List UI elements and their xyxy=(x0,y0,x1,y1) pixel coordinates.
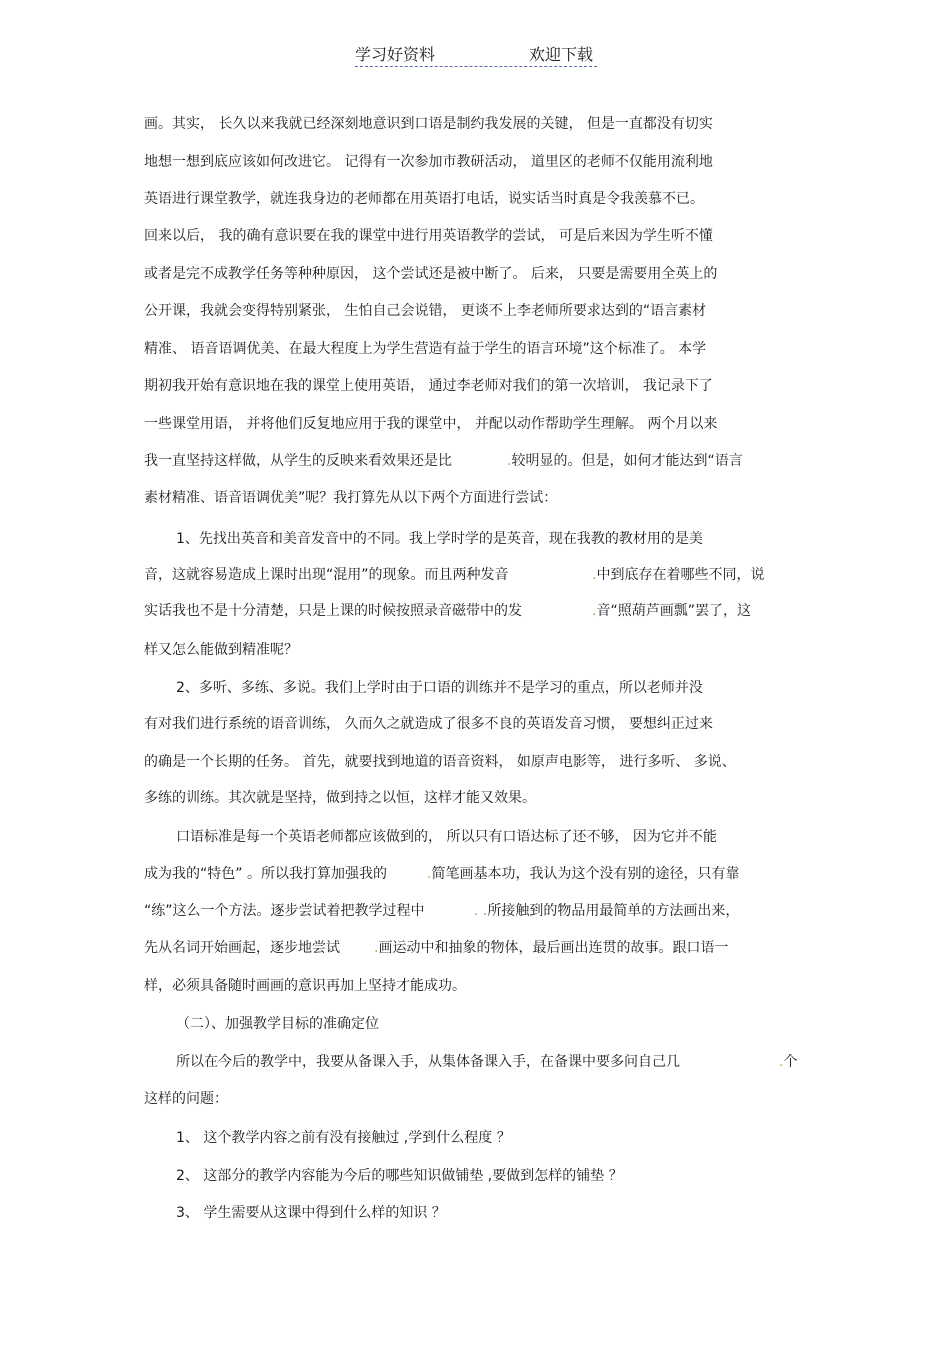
text-line xyxy=(144,114,713,134)
text-line-continuation xyxy=(592,601,751,621)
line-text: 样，必须具备随时画画的意识再加上坚持才能成功。 xyxy=(144,978,466,994)
text-line xyxy=(144,414,717,434)
line-text: 回来以后， 我的确有意识要在我的课堂中进行用英语教学的尝试， 可是后来因为学生听不懂 xyxy=(144,228,713,244)
line-text: 1、 这个教学内容之前有没有接触过 ,学到什么程度 ？ xyxy=(176,1130,511,1146)
text-line xyxy=(144,488,557,508)
line-text: 的确是一个长期的任务。 首先，就要找到地道的语音资料， 如原声电影等， 进行多听、 多说、 xyxy=(144,754,736,770)
line-text: 音“照葫芦画瓢”罢了，这 xyxy=(596,603,751,619)
line-text: 1、先找出英音和美音发音中的不同。我上学时学的是英音，现在我教的教材用的是美 xyxy=(176,531,703,547)
text-line xyxy=(144,976,466,996)
line-text: 公开课，我就会变得特别紧张， 生怕自己会说错， 更谈不上李老师所要求达到的“语言素材 xyxy=(144,303,707,319)
line-text: 口语标准是每一个英语老师都应该做到的， 所以只有口语达标了还不够， 因为它并不能 xyxy=(176,829,717,845)
text-line xyxy=(144,339,706,359)
stray-mark: . xyxy=(592,567,597,583)
line-text: 较明显的。但是，如何才能达到“语言 xyxy=(511,453,743,469)
text-line-continuation xyxy=(507,451,743,471)
line-text: 素材精准、语音语调优美”呢？我打算先从以下两个方面进行尝试： xyxy=(144,490,558,506)
text-line xyxy=(144,752,736,772)
text-line xyxy=(144,901,425,921)
line-text: 2、 这部分的教学内容能为今后的哪些知识做铺垫 ,要做到怎样的铺垫 ？ xyxy=(176,1168,623,1184)
line-text: 画。其实， 长久以来我就已经深刻地意识到口语是制约我发展的关键， 但是一直都没有切实 xyxy=(144,116,713,132)
text-line xyxy=(144,788,536,808)
text-line xyxy=(144,864,387,884)
text-line xyxy=(144,264,717,284)
stray-mark: . . xyxy=(474,903,488,919)
stray-mark: . xyxy=(592,603,597,619)
text-line xyxy=(176,1166,623,1186)
header-right-text: 欢迎下载 xyxy=(528,45,593,64)
text-line xyxy=(176,827,717,847)
page-header xyxy=(355,42,597,67)
line-text: 2、多听、多练、多说。我们上学时由于口语的训练并不是学习的重点，所以老师并没 xyxy=(176,680,703,696)
line-text: 个 xyxy=(783,1054,798,1070)
text-line xyxy=(144,714,713,734)
text-line xyxy=(144,226,713,246)
line-text: 成为我的“特色” 。所以我打算加强我的 xyxy=(144,866,387,882)
text-line xyxy=(176,1203,446,1223)
text-line xyxy=(144,938,340,958)
line-text: 多练的训练。其次就是坚持，做到持之以恒，这样才能又效果。 xyxy=(144,790,536,806)
line-text: 3、 学生需要从这课中得到什么样的知识 ？ xyxy=(176,1205,446,1221)
stray-mark: . xyxy=(779,1054,784,1070)
line-text: 样又怎么能做到精准呢？ xyxy=(144,642,298,658)
line-text: （二）、加强教学目标的准确定位 xyxy=(176,1016,379,1032)
text-line xyxy=(144,1089,228,1109)
header-left-text: 学习好资料 xyxy=(355,45,436,64)
stray-mark: . xyxy=(507,453,512,469)
text-line xyxy=(144,301,706,321)
line-text: 地想一想到底应该如何改进它。 记得有一次参加市教研活动， 道里区的老师不仅能用流利地 xyxy=(144,154,713,170)
text-line-continuation xyxy=(779,1052,797,1072)
text-line xyxy=(176,1128,511,1148)
text-line xyxy=(144,376,713,396)
line-text: 所以在今后的教学中，我要从备课入手，从集体备课入手，在备课中要多问自己几 xyxy=(176,1054,680,1070)
line-text: 简笔画基本功，我认为这个没有别的途径，只有靠 xyxy=(431,866,740,882)
text-line xyxy=(144,189,704,209)
text-line xyxy=(144,565,509,585)
line-text: 音，这就容易造成上课时出现“混用”的现象。而且两种发音 xyxy=(144,567,509,583)
text-line xyxy=(144,152,713,172)
text-line-continuation xyxy=(427,864,739,884)
line-text: 先从名词开始画起，逐步地尝试 xyxy=(144,940,340,956)
line-text: 画运动中和抽象的物体，最后画出连贯的故事。跟口语一 xyxy=(378,940,729,956)
line-text: 一些课堂用语， 并将他们反复地应用于我的课堂中， 并配以动作帮助学生理解。 两个月以来 xyxy=(144,416,718,432)
line-text: 英语进行课堂教学，就连我身边的老师都在用英语打电话，说实话当时真是令我羡慕不已。 xyxy=(144,191,704,207)
line-text: 精准、 语音语调优美、在最大程度上为学生营造有益于学生的语言环境”这个标准了。 本学 xyxy=(144,341,707,357)
text-line xyxy=(176,678,703,698)
line-text: “练”这么一个方法。逐步尝试着把教学过程中 xyxy=(144,903,425,919)
text-line-continuation xyxy=(374,938,728,958)
text-line xyxy=(176,529,703,549)
line-text: 我一直坚持这样做，从学生的反映来看效果还是比 xyxy=(144,453,452,469)
text-line-continuation xyxy=(592,565,764,585)
line-text: 期初我开始有意识地在我的课堂上使用英语， 通过李老师对我们的第一次培训， 我记录下了 xyxy=(144,378,713,394)
stray-mark: . xyxy=(374,940,379,956)
line-text: 或者是完不成教学任务等种种原因， 这个尝试还是被中断了。 后来， 只要是需要用全英上的 xyxy=(144,266,718,282)
text-line xyxy=(144,640,298,660)
line-text: 这样的问题： xyxy=(144,1091,228,1107)
text-line xyxy=(176,1052,680,1072)
line-text: 中到底存在着哪些不同，说 xyxy=(596,567,765,583)
line-text: 实话我也不是十分清楚，只是上课的时候按照录音磁带中的发 xyxy=(144,603,522,619)
stray-mark: . xyxy=(427,866,432,882)
text-line-continuation xyxy=(474,901,739,921)
text-line xyxy=(176,1014,379,1034)
line-text: 有对我们进行系统的语音训练， 久而久之就造成了很多不良的英语发音习惯， 要想纠正过来 xyxy=(144,716,713,732)
line-text: 所接触到的物品用最简单的方法画出来， xyxy=(487,903,740,919)
text-line xyxy=(144,601,522,621)
text-line xyxy=(144,451,452,471)
